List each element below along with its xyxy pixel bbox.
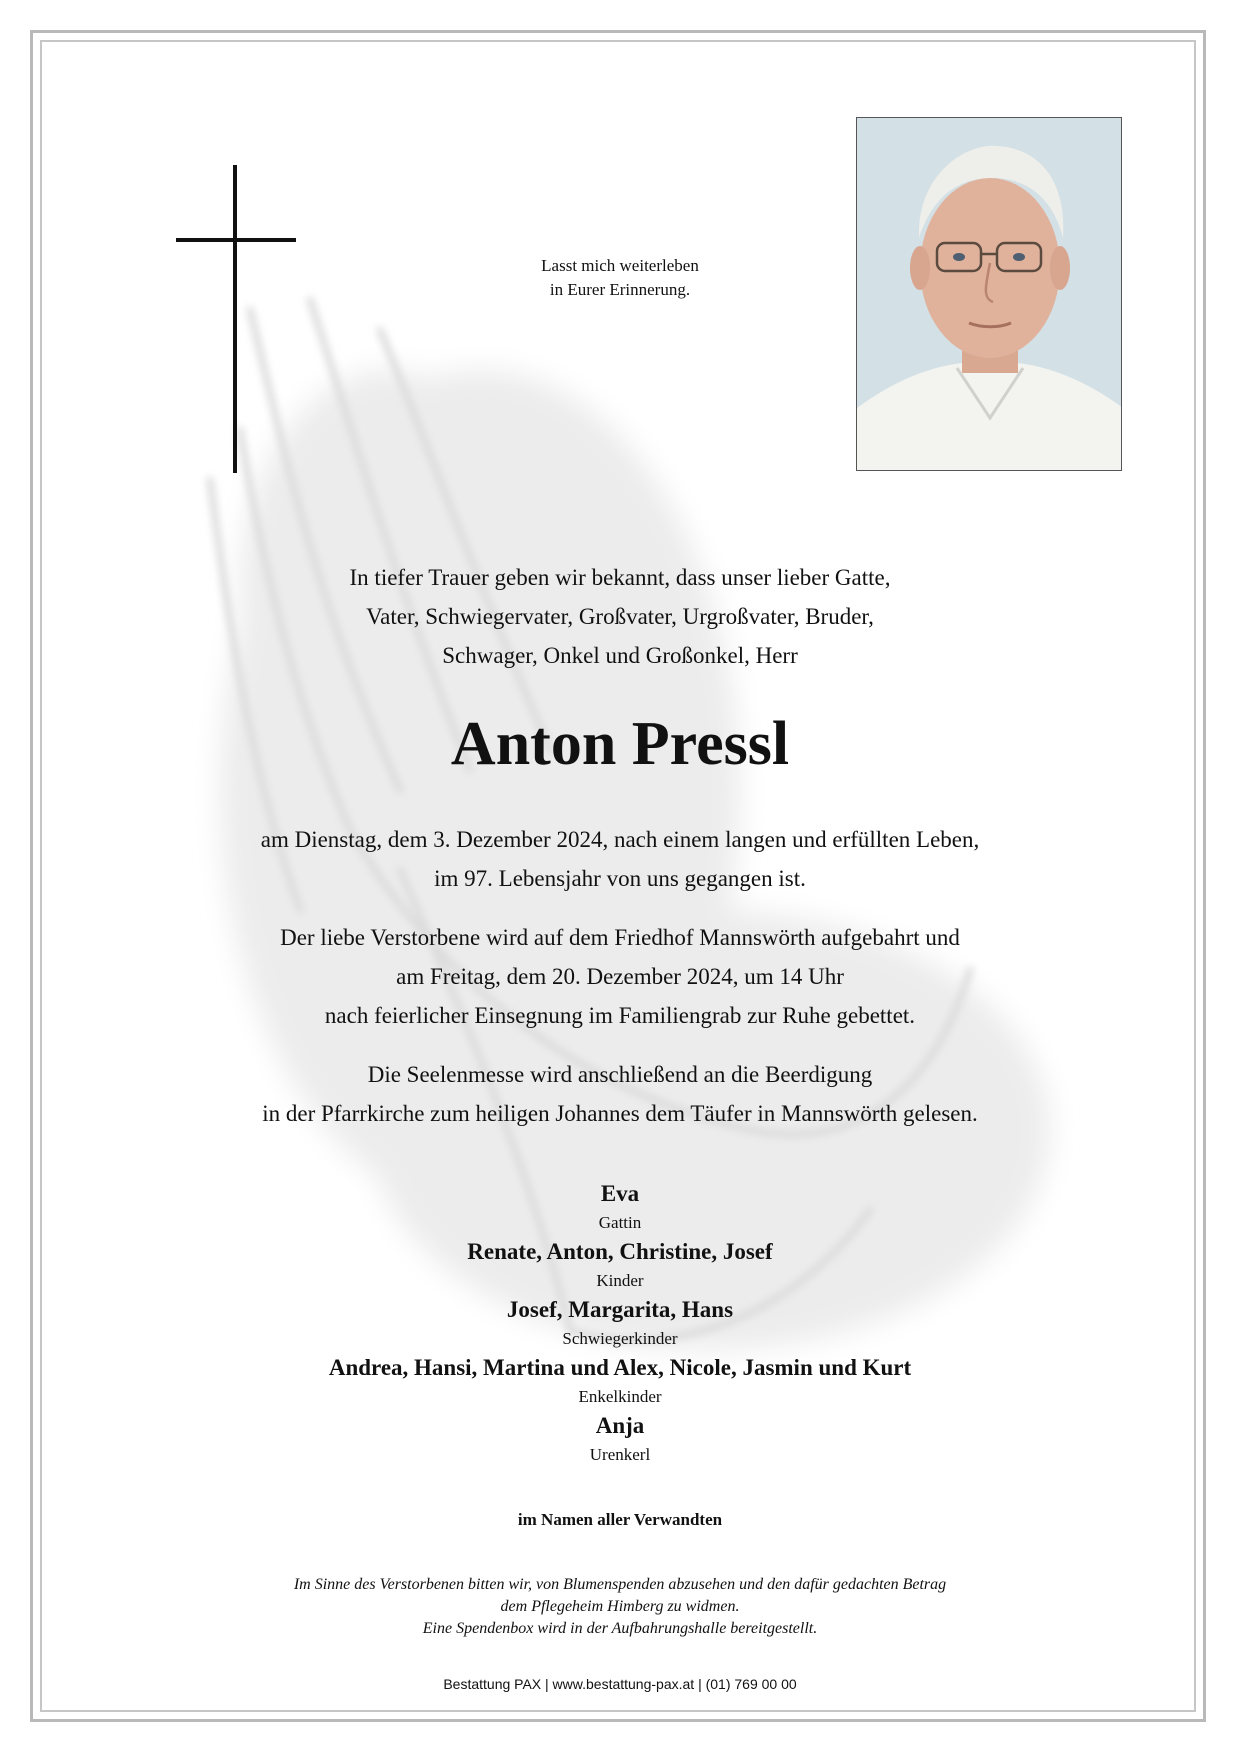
- mourner-role: Gattin: [598, 1213, 642, 1232]
- death-line-1: am Dienstag, dem 3. Dezember 2024, nach einem langen und erfüllten Leben,: [260, 827, 980, 852]
- mourner-names: Anja: [595, 1413, 645, 1438]
- donation-line-3: Eine Spendenbox wird in der Aufbahrungshalle bereitgestellt.: [422, 1620, 818, 1637]
- mourner-group: [200, 1410, 1040, 1468]
- intro-line-3: Schwager, Onkel und Großonkel, Herr: [442, 643, 798, 668]
- mourner-names: Renate, Anton, Christine, Josef: [467, 1239, 773, 1264]
- burial-line-1: Der liebe Verstorbene wird auf dem Friedhof Mannswörth aufgebahrt und: [280, 925, 960, 950]
- deceased-name: Anton Pressl: [450, 710, 790, 778]
- mass-line-1: Die Seelenmesse wird anschließend an die Beerdigung: [367, 1062, 873, 1087]
- footer-contact: Bestattung PAX | www.bestattung-pax.at | (01) 769 00 00: [443, 1676, 797, 1692]
- donation-line-2: dem Pflegeheim Himberg zu widmen.: [500, 1598, 740, 1615]
- mourner-role: Enkelkinder: [578, 1387, 662, 1406]
- mass-line-2: in der Pfarrkirche zum heiligen Johannes dem Täufer in Mannswörth gelesen.: [262, 1101, 978, 1126]
- burial-info: [160, 918, 1080, 1035]
- cross-icon-bar: [176, 238, 296, 242]
- donation-line-1: Im Sinne des Verstorbenen bitten wir, von Blumenspenden abzusehen und den dafür gedachten Betrag: [293, 1576, 947, 1593]
- mourner-role: Kinder: [596, 1271, 644, 1290]
- mourners-list: [200, 1178, 1040, 1468]
- death-line-2: im 97. Lebensjahr von uns gegangen ist.: [434, 866, 806, 891]
- mourner-names: Josef, Margarita, Hans: [506, 1297, 734, 1322]
- mass-info: [160, 1055, 1080, 1133]
- death-announcement: [160, 820, 1080, 898]
- portrait-photo: [856, 117, 1122, 471]
- burial-line-3: nach feierlicher Einsegnung im Familiengrab zur Ruhe gebettet.: [324, 1003, 916, 1028]
- motto-line-2: in Eurer Erinnerung.: [549, 280, 691, 299]
- mourner-group: [200, 1236, 1040, 1294]
- portrait-illustration: [857, 118, 1122, 471]
- mourner-role: Schwiegerkinder: [562, 1329, 678, 1348]
- intro-text: [200, 558, 1040, 675]
- motto-line-1: Lasst mich weiterleben: [541, 256, 699, 275]
- mourner-group: [200, 1352, 1040, 1410]
- motto: [470, 254, 770, 302]
- donation-note: [180, 1574, 1060, 1640]
- closing-line: im Namen aller Verwandten: [517, 1510, 723, 1529]
- mourner-group: [200, 1178, 1040, 1236]
- cross-icon: [233, 165, 237, 473]
- mourner-group: [200, 1294, 1040, 1352]
- intro-line-2: Vater, Schwiegervater, Großvater, Urgroßvater, Bruder,: [366, 604, 874, 629]
- mourner-names: Andrea, Hansi, Martina und Alex, Nicole, Jasmin und Kurt: [328, 1355, 912, 1380]
- burial-line-2: am Freitag, dem 20. Dezember 2024, um 14 Uhr: [396, 964, 844, 989]
- mourner-role: Urenkerl: [589, 1445, 651, 1464]
- intro-line-1: In tiefer Trauer geben wir bekannt, dass unser lieber Gatte,: [349, 565, 891, 590]
- mourner-names: Eva: [600, 1181, 640, 1206]
